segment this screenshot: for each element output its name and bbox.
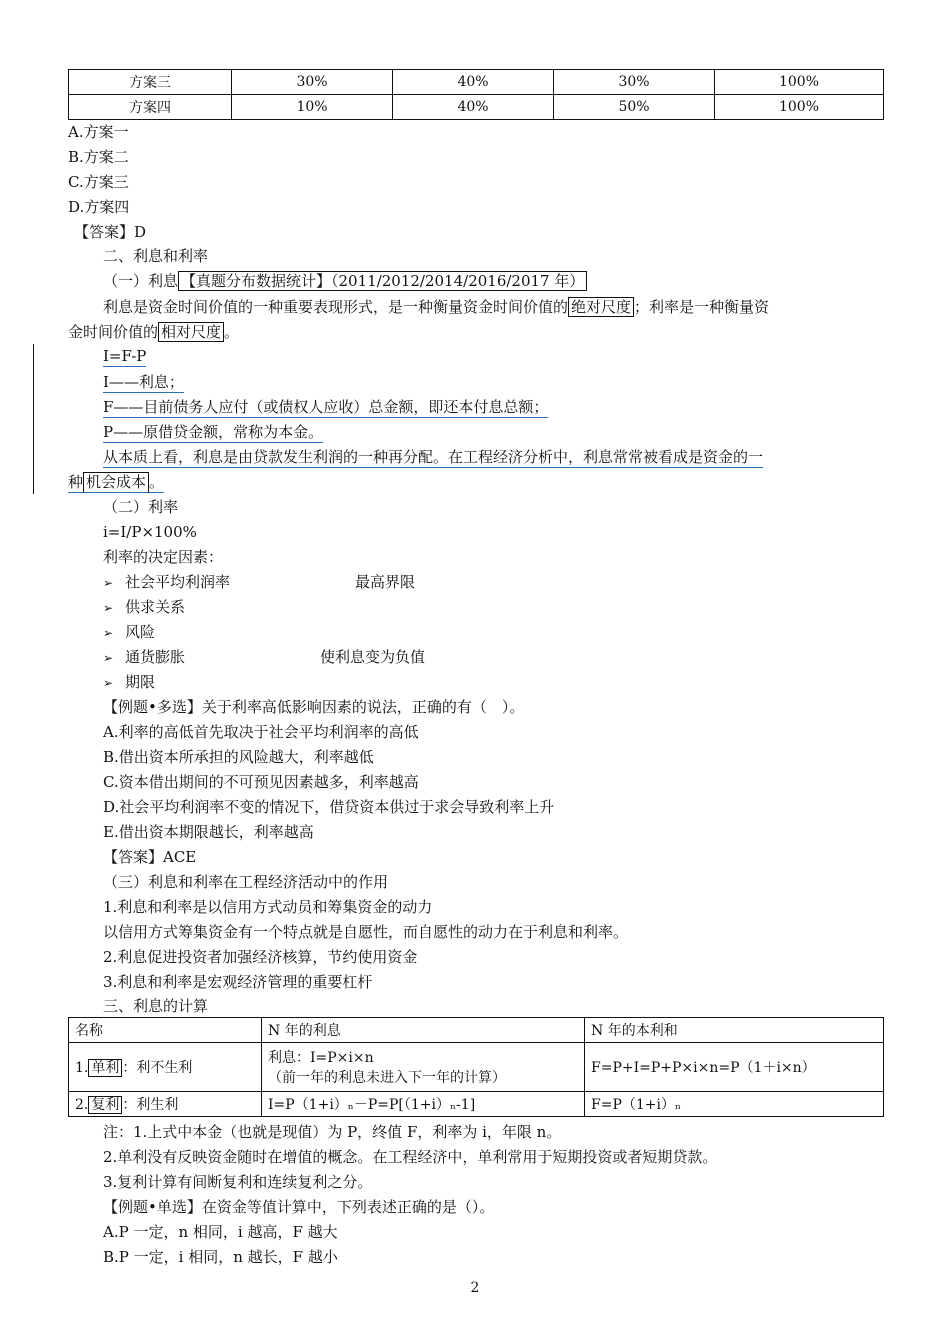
option-a: A.P 一定，n 相同，i 越高，F 越大: [103, 1223, 338, 1241]
underlined-text: F——目前债务人应付（或债权人应收）总金额，即还本付息总额；: [103, 398, 549, 416]
table-cell: I=P（1+i）ₙ－P=P[（1+i）ₙ-1]: [262, 1092, 585, 1117]
table-cell: [69, 1092, 262, 1117]
option-a: A.方案一: [68, 123, 129, 141]
question-stem: 【例题•多选】关于利率高低影响因素的说法，正确的有（ ）。: [103, 698, 525, 716]
text: 利息：I=P×i×n: [268, 1050, 374, 1066]
formula: i=I/P×100%: [103, 523, 197, 541]
paragraph-line: 以信用方式筹集资金有一个特点就是自愿性，而自愿性的动力在于利息和利率。: [103, 923, 629, 941]
option-d: D.社会平均利润率不变的情况下，借贷资本供过于求会导致利率上升: [103, 798, 555, 816]
table-header: N 年的利息: [262, 1018, 585, 1043]
note-line: 3.复利计算有间断复利和连续复利之分。: [103, 1173, 373, 1191]
table-row: [69, 1043, 884, 1092]
paragraph-line: [103, 297, 769, 317]
option-a: A.利率的高低首先取决于社会平均利润率的高低: [103, 723, 419, 741]
subsection-title: （二）利率: [103, 498, 179, 516]
table-cell: 30%: [232, 70, 393, 95]
paragraph-line: [103, 447, 763, 467]
formula: [103, 346, 146, 366]
option-b: B.P 一定，i 相同，n 越长，F 越小: [103, 1248, 338, 1266]
paragraph-line: [68, 472, 164, 492]
option-e: E.借出资本期限越长，利率越高: [103, 823, 314, 841]
boxed-text: 【真题分布数据统计】（2011/2012/2014/2016/2017 年）: [178, 271, 587, 291]
arrow-bullet-icon: ➢: [103, 676, 114, 690]
subsection-prefix: （一）利息: [103, 272, 179, 290]
underlined-text: I=F-P: [103, 347, 147, 365]
text: ：利生利: [122, 1097, 179, 1113]
option-c: C.方案三: [68, 173, 129, 191]
table-cell: 100%: [715, 95, 884, 120]
arrow-bullet-icon: ➢: [103, 651, 114, 665]
table-cell: 100%: [715, 70, 884, 95]
boxed-text: 单利: [88, 1059, 122, 1077]
table-cell: F=P+I=P+P×i×n=P（1＋i×n）: [585, 1043, 884, 1092]
table-cell: 50%: [554, 95, 715, 120]
list-item: [103, 672, 155, 693]
list-item: [103, 622, 155, 643]
section-title: 二、利息和利率: [103, 247, 209, 265]
factor-label: 供求关系: [125, 598, 186, 616]
table-header: 名称: [69, 1018, 262, 1043]
plan-table: [68, 69, 884, 120]
text: ：利不生利: [122, 1060, 193, 1076]
boxed-text: 机会成本: [83, 472, 149, 493]
definition: [103, 422, 323, 442]
paragraph-line: 2.利息促进投资者加强经济核算，节约使用资金: [103, 948, 418, 966]
page-number: 2: [470, 1280, 480, 1296]
arrow-bullet-icon: ➢: [103, 576, 114, 590]
text: 。: [149, 473, 165, 491]
list-title: 利率的决定因素：: [103, 548, 224, 566]
text: 1.: [75, 1060, 89, 1076]
boxed-text: 相对尺度: [158, 322, 224, 342]
arrow-bullet-icon: ➢: [103, 601, 114, 615]
underlined-text: I——利息；: [103, 373, 184, 391]
option-d: D.方案四: [68, 198, 130, 216]
definition: [103, 372, 184, 392]
answer-2: 【答案】ACE: [103, 848, 197, 866]
table-cell: 40%: [393, 95, 554, 120]
table-cell: 30%: [554, 70, 715, 95]
option-b: B.借出资本所承担的风险越大，利率越低: [103, 748, 374, 766]
text: 种: [68, 473, 84, 491]
question-stem: 【例题•单选】在资金等值计算中，下列表述正确的是（）。: [103, 1198, 495, 1216]
arrow-bullet-icon: ➢: [103, 626, 114, 640]
paragraph-line: 1.利息和利率是以信用方式动员和筹集资金的动力: [103, 898, 433, 916]
table-header: N 年的本利和: [585, 1018, 884, 1043]
table-row: [69, 95, 884, 120]
text: 金时间价值的: [68, 323, 159, 341]
option-b: B.方案二: [68, 148, 129, 166]
table-cell: 10%: [232, 95, 393, 120]
factor-note: 最高界限: [355, 573, 416, 591]
subsection-title: （三）利息和利率在工程经济活动中的作用: [103, 873, 389, 891]
factor-note: 使利息变为负值: [320, 648, 426, 666]
underlined-text: P——原借贷金额，常称为本金。: [103, 423, 324, 441]
table-cell: [262, 1043, 585, 1092]
underlined-text: 从本质上看，利息是由贷款发生利润的一种再分配。在工程经济分析中，利息常常被看成是资金的一: [103, 448, 764, 466]
list-item: [103, 647, 185, 668]
table-cell: 40%: [393, 70, 554, 95]
note-line: 注：1.上式中本金（也就是现值）为 P，终值 F，利率为 i，年限 n。: [103, 1123, 562, 1141]
text: 。: [224, 323, 240, 341]
table-cell: 方案四: [69, 95, 232, 120]
text: ；利率是一种衡量资: [634, 298, 770, 316]
boxed-text: 复利: [88, 1096, 122, 1114]
answer-1: 【答案】D: [74, 223, 147, 241]
list-item: [103, 597, 185, 618]
option-c: C.资本借出期间的不可预见因素越多，利率越高: [103, 773, 419, 791]
table-cell: F=P（1+i）ₙ: [585, 1092, 884, 1117]
factor-label: 社会平均利润率: [125, 573, 231, 591]
table-row: [69, 1092, 884, 1117]
paragraph-line: [68, 322, 239, 342]
interest-table: [68, 1017, 884, 1117]
table-row: [69, 70, 884, 95]
note-line: 2.单利没有反映资金随时在增值的概念。在工程经济中，单利常用于短期投资或者短期贷款。: [103, 1148, 718, 1166]
factor-label: 通货膨胀: [125, 648, 186, 666]
factor-label: 风险: [125, 623, 156, 641]
paragraph-line: 3.利息和利率是宏观经济管理的重要杠杆: [103, 973, 373, 991]
list-item: [103, 572, 230, 593]
section-title: 三、利息的计算: [103, 997, 209, 1015]
table-cell: 方案三: [69, 70, 232, 95]
factor-label: 期限: [125, 673, 156, 691]
definition: [103, 397, 548, 417]
table-cell: [69, 1043, 262, 1092]
boxed-text: 绝对尺度: [568, 297, 634, 317]
table-header-row: [69, 1018, 884, 1043]
subsection-title: [103, 271, 587, 291]
text: 利息是资金时间价值的一种重要表现形式，是一种衡量资金时间价值的: [103, 298, 569, 316]
margin-bar: [33, 344, 34, 494]
text: 2.: [75, 1097, 89, 1113]
text: （前一年的利息未进入下一年的计算）: [268, 1070, 506, 1086]
